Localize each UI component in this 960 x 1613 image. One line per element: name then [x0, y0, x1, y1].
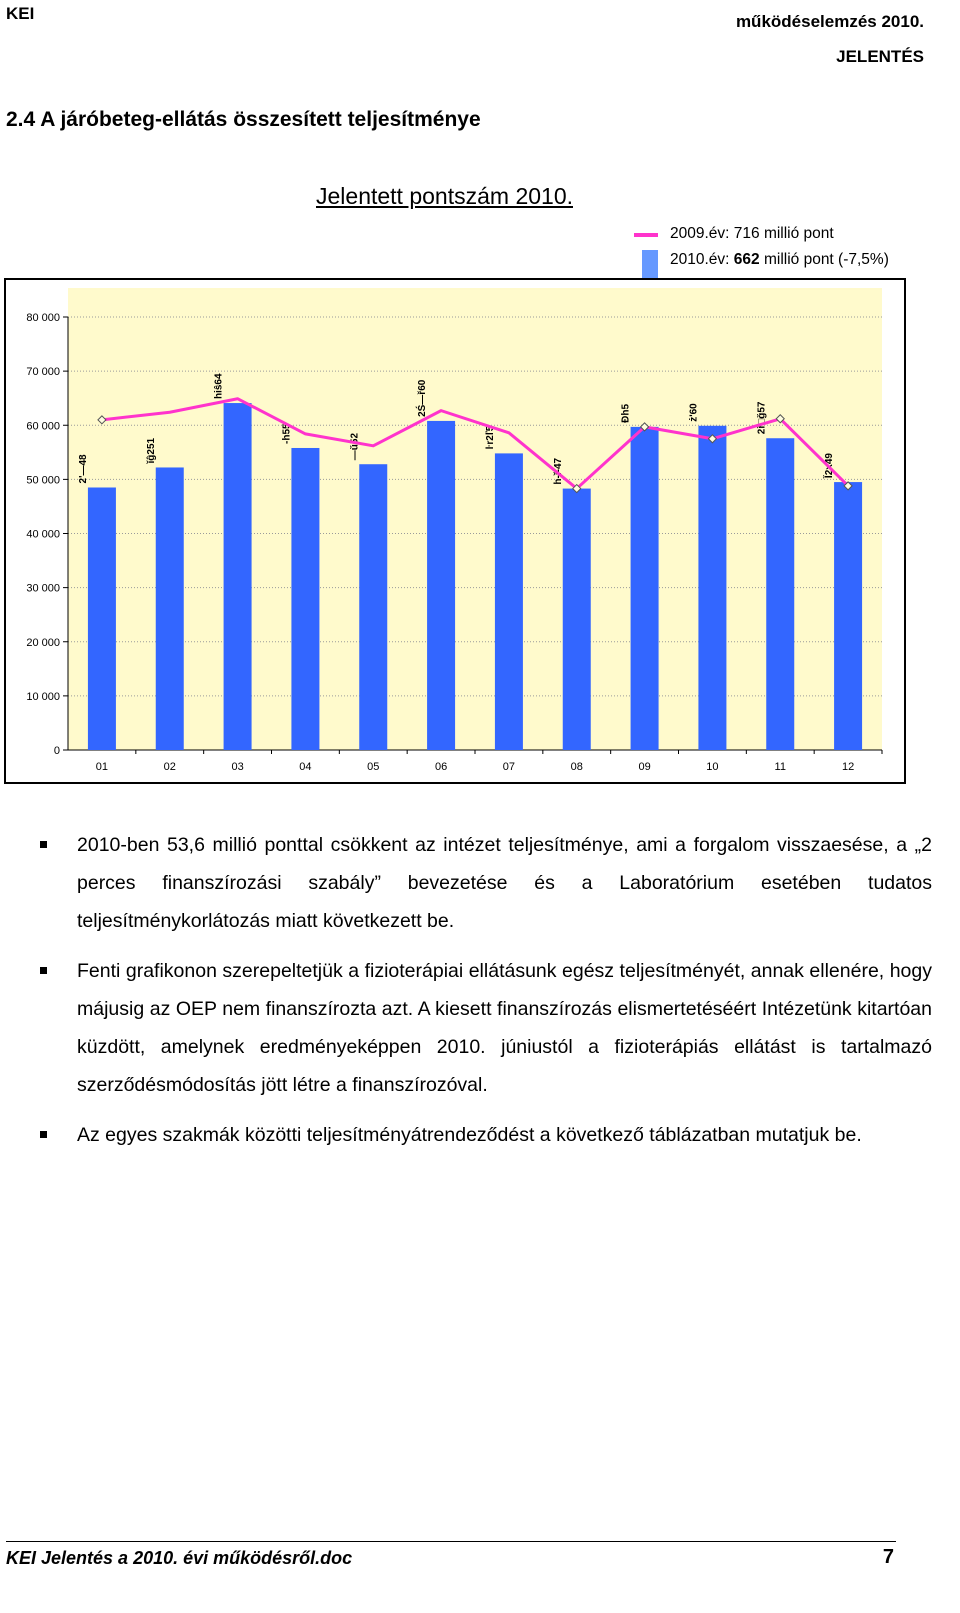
bar-chart: [6, 280, 904, 782]
bar-value-label: 2Ś—ř60: [417, 379, 429, 417]
y-tick-label: 40 000: [26, 528, 60, 541]
bullet-square-icon: [40, 841, 47, 848]
chart-title: Jelentett pontszám 2010.: [316, 183, 573, 209]
footer-filename: KEI Jelentés a 2010. évi működésről.doc: [6, 1548, 353, 1568]
bar-value-label: ŀr2ľ5: [484, 425, 496, 450]
y-tick-label: 20 000: [26, 636, 60, 649]
bar-value-label: h-ĭ-47: [552, 457, 564, 485]
legend-line-swatch: [634, 233, 658, 237]
section-title: 2.4 A járóbeteg-ellátás összesített teljesítménye: [6, 108, 481, 131]
x-tick-label: 08: [570, 761, 583, 773]
bullet-square-icon: [40, 967, 47, 974]
bullet-text: 2010-ben 53,6 millió ponttal csökkent az intézet teljesítménye, ami a forgalom visszaesése, a „2 perces finanszírozási szabály” bevezetése és a Laboratórium esetében tudatos teljesítménykorlátozás miatt következett be.: [77, 834, 932, 932]
x-tick-label: 03: [231, 761, 244, 773]
y-tick-label: 70 000: [26, 366, 60, 379]
bar-03: [224, 403, 252, 750]
bullet-list: [40, 826, 932, 1166]
y-tick-label: 80 000: [26, 312, 60, 324]
legend-label-2010-bold: 662: [733, 251, 760, 268]
y-tick-label: 10 000: [26, 690, 60, 703]
page-number: 7: [882, 1546, 894, 1568]
bullet-text: Az egyes szakmák közötti teljesítményátrendeződést a következő táblázatban mutatjuk be.: [77, 1124, 862, 1146]
x-tick-label: 05: [367, 761, 380, 773]
bar-value-label: hiŝ64: [213, 373, 225, 400]
bar-11: [766, 438, 794, 750]
bar-08: [563, 489, 591, 750]
bar-01: [88, 487, 116, 750]
bar-value-label: -h55: [281, 423, 293, 444]
legend-label-2010-prefix: 2010.év:: [670, 251, 734, 268]
legend-label-2009: 2009.év: 716 millió pont: [670, 225, 834, 242]
bullet-item: [40, 826, 932, 940]
bar-value-label: Ðh5: [620, 403, 632, 423]
x-tick-label: 11: [774, 761, 786, 773]
x-tick-label: 07: [502, 761, 516, 773]
header-right-line2: JELENTÉS: [836, 47, 924, 66]
bar-10: [698, 426, 726, 750]
bar-value-label: Ĭ2x49: [824, 453, 836, 479]
x-tick-label: 04: [299, 761, 312, 773]
y-tick-label: 0: [53, 745, 60, 757]
legend-label-2010: [670, 251, 889, 269]
bar-value-label: 2ř□ğ57: [756, 401, 768, 435]
chart-frame: [4, 278, 906, 784]
x-tick-label: 09: [638, 761, 651, 773]
y-tick-label: 30 000: [26, 582, 60, 595]
header-left: KEI: [6, 4, 35, 23]
bar-value-label: 2'—48: [77, 454, 89, 484]
footer-rule: [6, 1541, 896, 1542]
y-tick-label: 50 000: [26, 474, 60, 487]
y-tick-label: 60 000: [26, 420, 60, 433]
bullet-item: [40, 1116, 932, 1154]
legend-label-2010-suffix: millió pont (-7,5%): [759, 251, 889, 268]
bullet-square-icon: [40, 1131, 47, 1138]
bullet-text: Fenti grafikonon szerepeltetjük a fizioterápiai ellátásunk egész teljesítményét, annak ellenére, hogy májusig az OEP nem finanszírozta azt. A kiesett finanszírozás elismertetéséért Intézetünk kitartóan küzdött, amelynek eredményeképpen 2010. júniustól a fizioterápiás ellátást is tartalmazó szerződésmódosítás jött létre a finanszírozóval.: [77, 960, 932, 1096]
header-right-line1: működéselemzés 2010.: [735, 12, 924, 31]
bar-04: [291, 448, 319, 750]
header-right: [736, 4, 924, 74]
bar-value-label: ĭĝ251: [145, 437, 157, 464]
x-tick-label: 02: [163, 761, 176, 773]
bar-07: [495, 453, 523, 750]
x-tick-label: 12: [841, 761, 855, 773]
bullet-item: [40, 952, 932, 1104]
bar-value-label: ż'60: [688, 403, 700, 422]
bar-06: [427, 421, 455, 750]
bar-09: [631, 427, 659, 750]
bar-value-label: —ŭ52: [349, 432, 361, 461]
plot-area: [68, 288, 882, 750]
bar-12: [834, 482, 862, 750]
bar-02: [156, 467, 184, 750]
bar-05: [359, 464, 387, 750]
x-tick-label: 01: [95, 761, 109, 773]
x-tick-label: 10: [706, 761, 719, 773]
x-tick-label: 06: [434, 761, 448, 773]
legend-bar-swatch: [642, 250, 658, 278]
